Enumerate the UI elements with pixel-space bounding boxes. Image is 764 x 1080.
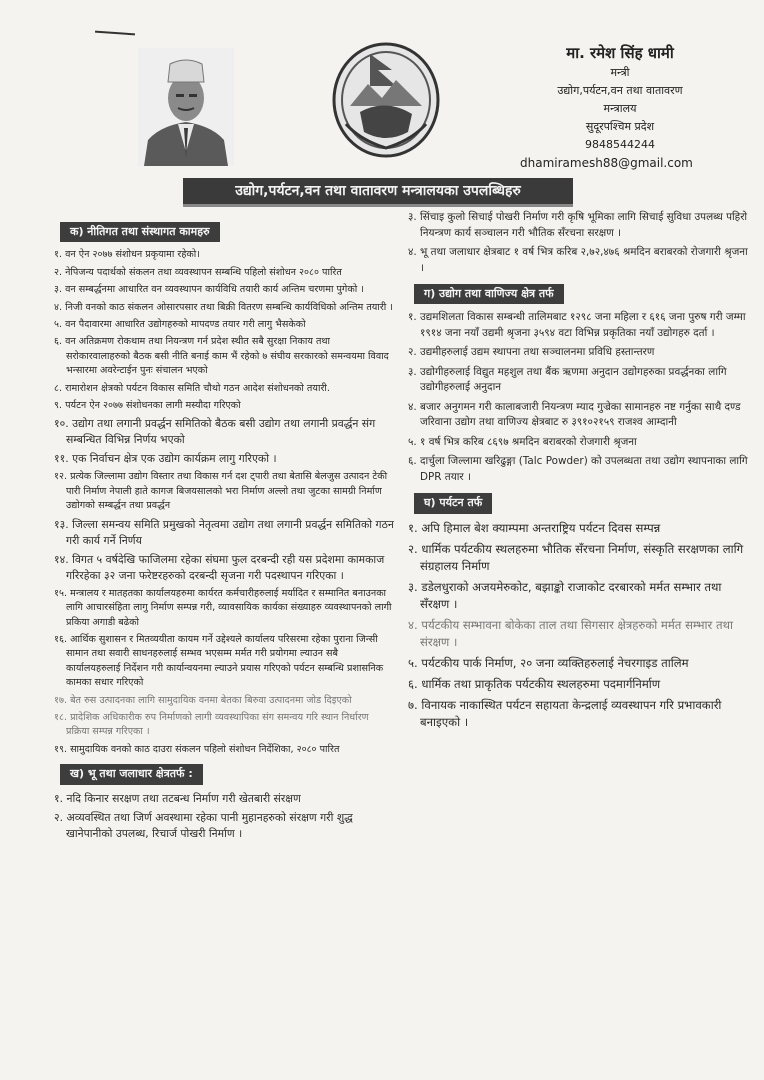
list-item: २. अव्यवस्थित तथा जिर्ण अवस्थामा रहेका पानी मुहानहरुको संरक्षण गरी शुद्ध खानेपानीको उपलब्ध, रिचार्ज पोखरी निर्माण । [54, 810, 353, 840]
ministry-name-line2: मन्त्रालय [603, 102, 637, 115]
list-item: ६. वन अतिक्रमण रोकथाम तथा नियन्त्रण गर्न प्रदेश स्थीत सबै सुरक्षा निकाय तथा सरोकारवालाहरुको बैठक बसी नीति बनाई काम भैं रहेको ७ संघीय सरकारको समन्वयमा विवाद भन्सारमा अवरेन्टाईन पुनः संचालन भएको [54, 336, 389, 377]
list-item: १४. विगत ५ वर्षदेखि फाजिलमा रहेका संघमा फुल दरबन्दी रही यस प्रदेशमा कामकाज गरिरहेका ३२ जना फरेष्टरहरुको दरबन्दी सृजना गरी पदस्थापन गरिएका । [54, 552, 385, 582]
list-item: ५. वन पैदावारमा आधारित उद्योगहरुको मापदण्ड तयार गरी लागु भैसकेको [54, 319, 306, 331]
list-item: ७. विनायक नाकास्थित पर्यटन सहायता केन्द्रलाई व्यवस्थापन गरि प्रभावकारी बनाइएको । [408, 697, 722, 729]
section-heading-industry: ग) उद्योग तथा वाणिज्य क्षेत्र तर्फ [414, 284, 564, 304]
section-heading-policy: क) नीतिगत तथा संस्थागत कामहरु [60, 222, 220, 242]
list-item: ३. सिंचाइ कुलो सिचाई पोखरी निर्माण गरी कृषि भूमिका लागि सिचाई सुविधा उपलब्ध पहिरो नियन्त्रण कार्य सञ्चालन गरी भौतिक सँरचना सरक्षण । [408, 211, 748, 239]
list-item: २. नेपिजन्य पदार्थको संकलन तथा व्यवस्थापन सम्बन्धि पहिलो संशोधन २०८० पारित [54, 266, 342, 278]
list-item: ६. दार्चुला जिल्लामा खरिढुङ्गा (Talc Powder) को उपलब्धता तथा उद्योग स्थापनाका लागि DPR तयार । [408, 455, 748, 483]
list-item: ४. बजार अनुगमन गरी कालाबजारी नियन्त्रण म्याद गुज्रेका सामानहरु नष्ट गर्नुका साथै दण्ड जरिवाना उद्योग तथा वाणिज्य क्षेत्रबाट रु ३९१०२१५९ राजश्व आम्दानी [408, 400, 741, 429]
list-item: २. उद्यमीहरुलाई उद्यम स्थापना तथा सञ्चालनमा प्रविधि हस्तान्तरण [408, 346, 655, 359]
list-item: ३. डडेलधुराको अजयमेरुकोट, बझाङ्को राजाकोट दरबारको मर्मत सम्भार तथा सँरक्षण । [408, 579, 722, 611]
list-item: १८. प्रादेशिक अधिकारीक रुप निर्माणको लागी व्यवस्थापिका संग समन्वय गरि स्थान निर्धारण प्रक्रिया सम्पन्न गरिएका । [54, 711, 369, 738]
list-item: ४. पर्यटकीय सम्भावना बोकेका ताल तथा सिगसार क्षेत्रहरुको मर्मत सम्भार तथा संरक्षण । [408, 617, 733, 649]
section-heading-tourism: घ) पर्यटन तर्फ [414, 493, 492, 513]
list-item: १९. सामुदायिक वनको काठ दाउरा संकलन पहिलो संशोधन निर्देशिका, २०८० पारित [54, 743, 340, 755]
minister-photo [138, 48, 234, 166]
email-address: dhamiramesh88@gmail.com [520, 156, 693, 170]
list-item: ८. रामारोशन क्षेत्रको पर्यटन विकास समिति चौथो गठन आदेश संशोधनको तयारी. [54, 382, 330, 394]
list-item: १. अपि हिमाल बेश क्याम्पमा अन्तराष्ट्रिय पर्यटन दिवस सम्पन्न [408, 520, 661, 535]
ministry-name-line1: उद्योग,पर्यटन,वन तथा वातावरण [557, 84, 683, 97]
province-name: सुदूरपश्चिम प्रदेश [585, 120, 655, 133]
list-item: ९. पर्यटन ऐन २०७७ संशोधनका लागी मस्यौदा गरिएको [54, 400, 241, 412]
list-item: ११. एक निर्वाचन क्षेत्र एक उद्योग कार्यक्रम लागु गरिएको । [54, 452, 277, 466]
list-item: ५. पर्यटकीय पार्क निर्माण, २० जना व्यक्तिहरुलाई नेचरगाइड तालिम [408, 655, 689, 670]
list-item: १३. जिल्ला समन्वय समिति प्रमुखको नेतृत्वमा उद्योग तथा लगानी प्रवर्द्धन समितिको गठन गरी कार्य गर्ने निर्णय [54, 517, 394, 547]
phone-number: 9848544244 [585, 138, 655, 151]
list-item: १७. बेत रुस उत्पादनका लागि सामुदायिक वनमा बेतका बिरुवा उत्पादनमा जोड दिइएको [54, 694, 352, 706]
list-item: १५. मन्त्रालय र मातहतका कार्यालयहरुमा कार्यरत कर्मचारीहरुलाई मर्यादित र सम्मानित बनाउनका लागि आचारसंहिता लागु निर्माण सम्पन्न गरी, व्यावसायिक कार्यका संख्याहरु व्यवस्थापनको लागी प्रकिया अगाडी बढेको [54, 587, 392, 628]
list-item: ३. वन सम्बर्द्धनमा आधारित वन व्यवस्थापन कार्यविधि तयारी कार्य अन्तिम चरणमा पुगेको । [54, 284, 364, 296]
list-item: १०. उद्योग तथा लगानी प्रवर्द्धन समितिको बैठक बसी उद्योग तथा लगानी प्रवर्द्धन संग सम्बन्धित विभिन्न निर्णय भएको [54, 417, 376, 447]
list-item: ४. निजी वनको काठ संकलन ओसारपसार तथा बिक्री वितरण सम्बन्धि कार्यविधिको अन्तिम तयारी । [54, 301, 393, 313]
list-item: १२. प्रत्येक जिल्लामा उद्योग विस्तार तथा विकास गर्न दश ट्पारी तथा बेतासि बेलजुस उत्पादन टेकी पारी निर्माण नेपाली हाते कागज बिजयसालको भरा निर्माण अल्लो तथा जुटका सामग्री निर्माण उद्योगको सम्बर्द्धन तथा प्रवर्द्धन [54, 471, 388, 512]
list-item: १. वन ऐन २०७७ संशोधन प्रकृयामा रहेको। [54, 249, 200, 261]
list-item: ४. भू तथा जलाधार क्षेत्रबाट १ वर्ष भित्र करिब २,७२,४७६ श्रमदिन बराबरको रोजगारी श्रृजना । [408, 246, 748, 274]
left-column [54, 218, 394, 845]
province-emblem [330, 40, 442, 160]
list-item: १. उद्यमशिलता विकास सम्बन्धी तालिमबाट १२९८ जना महिला र ६१६ जना पुरुष गरी जम्मा १९१४ जना नयाँ उद्यमी श्रृजना ३५९४ वटा विभिन्न प्रकृतिका नयाँ उद्योगहरु दर्ता । [408, 311, 746, 339]
section-heading-watershed: ख) भू तथा जलाधार क्षेत्रतर्फ : [60, 764, 203, 784]
page-title: उद्योग,पर्यटन,वन तथा वातावरण मन्त्रालयका उपलब्धिहरु [183, 178, 573, 207]
list-item: ६. धार्मिक तथा प्राकृतिक पर्यटकीय स्थलहरुमा पदमार्गनिर्माण [408, 676, 661, 691]
right-column [408, 210, 748, 735]
list-item: २. धार्मिक पर्यटकीय स्थलहरुमा भौतिक सँरचना निर्माण, संस्कृति सरक्षणका लागि संग्रहालय निर्माण [408, 541, 744, 573]
minister-contact-block [500, 42, 740, 172]
minister-post: मन्त्री [610, 66, 630, 79]
list-item: ५. १ वर्ष भित्र करिब ८६९७ श्रमदिन बराबरको रोजगारी श्रृजना [408, 435, 637, 448]
scan-mark [95, 31, 135, 36]
list-item: ३. उद्योगीहरुलाई विद्युत महशुल तथा बैंक ऋणमा अनुदान उद्योगहरुका प्रवर्द्धनका लागि उद्योगीहरुलाई अनुदान [408, 365, 727, 394]
minister-name: मा. रमेश सिंह धामी [566, 44, 674, 62]
list-item: १६. आर्थिक सुशासन र मितव्ययीता कायम गर्ने उद्देश्यले कार्यालय परिसरमा रहेका पुराना जिन्सी सामान तथा सवारी साधनहरुलाई सम्भव भएसम्म मर्मत गरी प्रयोगमा ल्याउन सबै कार्यालयहरुलाई निर्देशन गरी कार्यान्वयनमा ल्याउने प्रयास गरिएको पर्यटन सम्बन्धि प्रशासनिक कामका सधार गरिएको [54, 633, 384, 689]
list-item: १. नदि किनार सरक्षण तथा तटबन्ध निर्माण गरी खेतबारी संरक्षण [54, 791, 301, 805]
